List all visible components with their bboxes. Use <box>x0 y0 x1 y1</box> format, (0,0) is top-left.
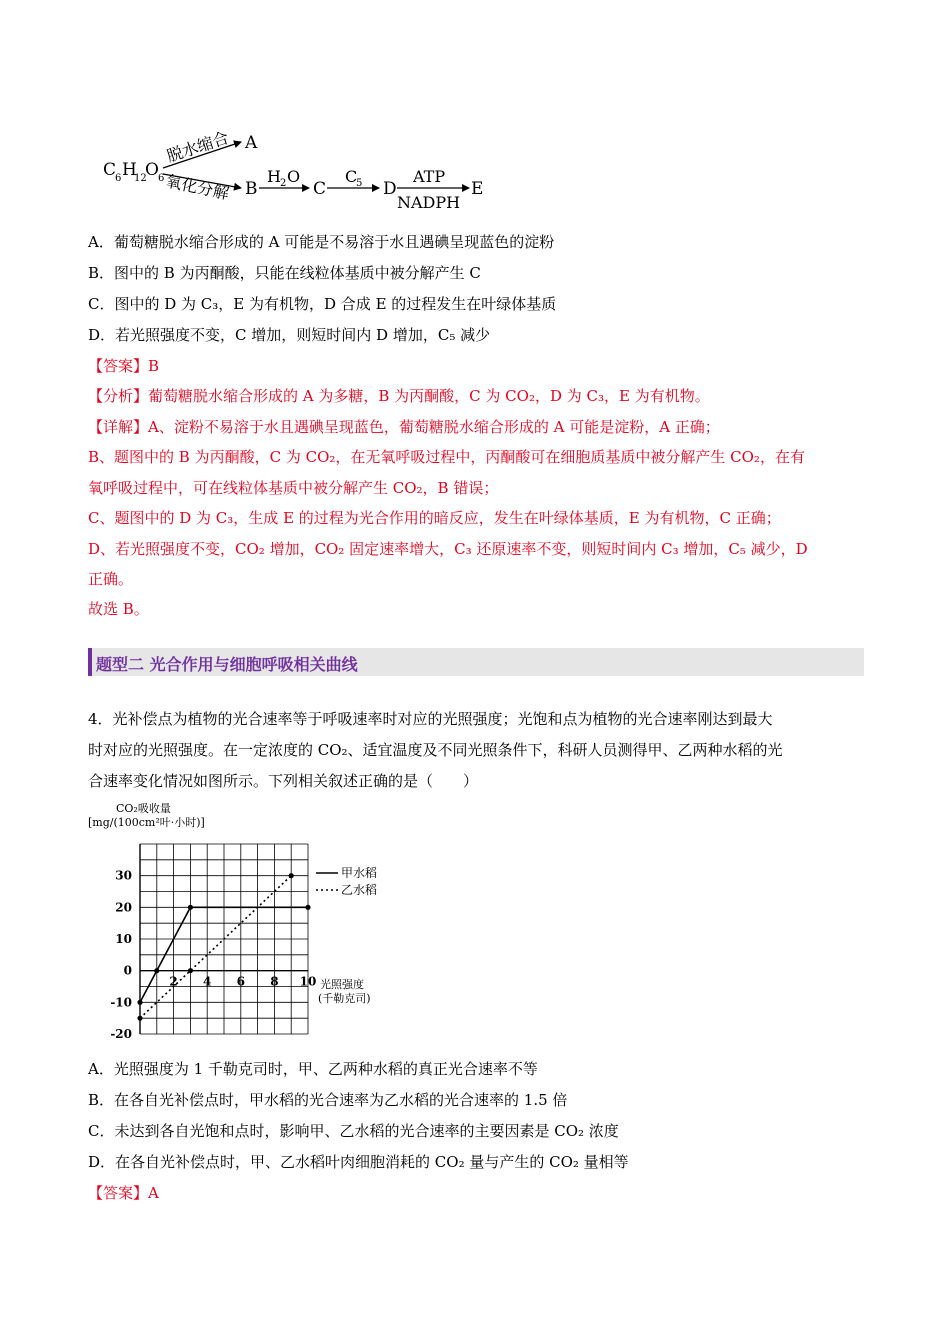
reactant-n2: 12 <box>134 173 147 184</box>
q3-option-d: D．若光照强度不变，C 增加，则短时间内 D 增加，C₅ 减少 <box>88 326 491 344</box>
series-point-2 <box>137 1016 142 1021</box>
q3-option-b: B．图中的 B 为丙酮酸，只能在线粒体基质中被分解产生 C <box>88 264 481 282</box>
q4-option-b: B．在各自光补偿点时，甲水稻的光合速率为乙水稻的光合速率的 1.5 倍 <box>88 1091 568 1109</box>
co2-uptake-chart <box>80 796 410 1046</box>
y-tick-label: 10 <box>115 932 132 946</box>
reactant-c: C <box>103 160 117 180</box>
q3-detail-7: 故选 B。 <box>88 600 149 618</box>
q3-answer: 【答案】B <box>88 357 160 375</box>
q4-option-c: C．未达到各自光饱和点时，影响甲、乙水稻的光合速率的主要因素是 CO₂ 浓度 <box>88 1122 619 1140</box>
reactant-n3: 6 <box>158 173 165 184</box>
q3-detail-4: C、题图中的 D 为 C₃，生成 E 的过程为光合作用的暗反应，发生在叶绿体基质，E 为有机物，C 正确； <box>88 509 781 527</box>
q3-detail-2: B、题图中的 B 为丙酮酸，C 为 CO₂，在无氧呼吸过程中，丙酮酸可在细胞质基质中被分解产生 CO₂，在有 <box>88 448 805 466</box>
product-e: E <box>471 179 484 199</box>
series-line-2 <box>140 876 291 1019</box>
h2o-o: O <box>287 167 301 186</box>
nadph-label: NADPH <box>397 193 461 212</box>
q3-option-a: A．葡萄糖脱水缩合形成的 A 可能是不易溶于水且遇碘呈现蓝色的淀粉 <box>88 233 555 251</box>
y-tick-label: 0 <box>123 963 132 978</box>
x-tick-label: 2 <box>169 974 178 989</box>
q3-detail-3: 氧呼吸过程中，可在线粒体基质中被分解产生 CO₂，B 错误； <box>88 479 499 497</box>
q3-option-c: C．图中的 D 为 C₃，E 为有机物，D 合成 E 的过程发生在叶绿体基质 <box>88 295 557 313</box>
series-point-2 <box>188 968 193 973</box>
q4-stem-2: 时对应的光照强度。在一定浓度的 CO₂、适宜温度及不同光照条件下，科研人员测得甲、乙两种水稻的光 <box>88 741 783 759</box>
product-d: D <box>383 179 397 199</box>
y-ticks <box>110 869 132 1041</box>
q3-analysis: 【分析】葡萄糖脱水缩合形成的 A 为多糖，B 为丙酮酸，C 为 CO₂，D 为 C₃，E 为有机物。 <box>88 387 710 405</box>
x-axis-label-1: 光照强度 <box>320 978 364 991</box>
reactant-o: O <box>145 160 159 180</box>
y-axis-label-1: CO₂吸收量 <box>116 802 171 815</box>
series-point-1 <box>188 905 193 910</box>
series-point-1 <box>154 968 159 973</box>
x-tick-label: 10 <box>299 974 317 989</box>
x-tick-label: 4 <box>203 974 212 989</box>
q3-detail-6: 正确。 <box>88 570 134 588</box>
reactant-n1: 6 <box>115 173 122 184</box>
h2o-2: 2 <box>280 178 287 189</box>
series-point-1 <box>305 905 310 910</box>
legend-label-2: 乙水稻 <box>341 883 378 897</box>
lower-label: 氧化分解 <box>164 171 231 204</box>
c5-c: C <box>345 167 358 186</box>
series-point-1 <box>137 1000 142 1005</box>
legend-label-1: 甲水稻 <box>341 866 378 880</box>
h2o-h: H <box>267 167 281 186</box>
y-axis-label-2: [mg/(100cm²叶·小时)] <box>88 816 205 829</box>
chart-legend <box>316 865 377 897</box>
y-tick-label: 30 <box>115 868 132 883</box>
reactant-h: H <box>122 160 137 180</box>
x-tick-label: 8 <box>270 974 279 989</box>
q3-detail-1: 【详解】A、淀粉不易溶于水且遇碘呈现蓝色，葡萄糖脱水缩合形成的 A 可能是淀粉，A 正确； <box>88 418 720 436</box>
atp-label: ATP <box>413 167 446 186</box>
reaction-diagram <box>95 122 495 220</box>
q3-detail-5: D、若光照强度不变，CO₂ 增加，CO₂ 固定速率增大，C₃ 还原速率不变，则短时间内 C₃ 增加，C₅ 减少，D <box>88 540 808 558</box>
q4-option-d: D．在各自光补偿点时，甲、乙水稻叶肉细胞消耗的 CO₂ 量与产生的 CO₂ 量相等 <box>88 1153 629 1171</box>
product-b: B <box>245 179 258 199</box>
q4-option-a: A．光照强度为 1 千勒克司时，甲、乙两种水稻的真正光合速率不等 <box>88 1060 538 1078</box>
x-axis-label-2: (千勒克司) <box>318 992 371 1005</box>
series-point-2 <box>289 873 294 878</box>
y-tick-label: 20 <box>115 900 132 915</box>
q4-stem-1: 4．光补偿点为植物的光合速率等于呼吸速率时对应的光照强度；光饱和点为植物的光合速率刚达到最大 <box>88 710 773 728</box>
y-tick-label: -20 <box>110 1027 132 1041</box>
section-title: 题型二 光合作用与细胞呼吸相关曲线 <box>96 655 358 674</box>
x-tick-label: 6 <box>236 974 245 989</box>
q4-answer: 【答案】A <box>88 1184 159 1202</box>
upper-label: 脱水缩合 <box>164 127 232 166</box>
product-a: A <box>245 133 258 153</box>
y-tick-label: -10 <box>110 995 132 1010</box>
c5-5: 5 <box>356 178 363 189</box>
q4-stem-3: 合速率变化情况如图所示。下列相关叙述正确的是（ ） <box>88 772 479 790</box>
product-c: C <box>313 179 327 199</box>
